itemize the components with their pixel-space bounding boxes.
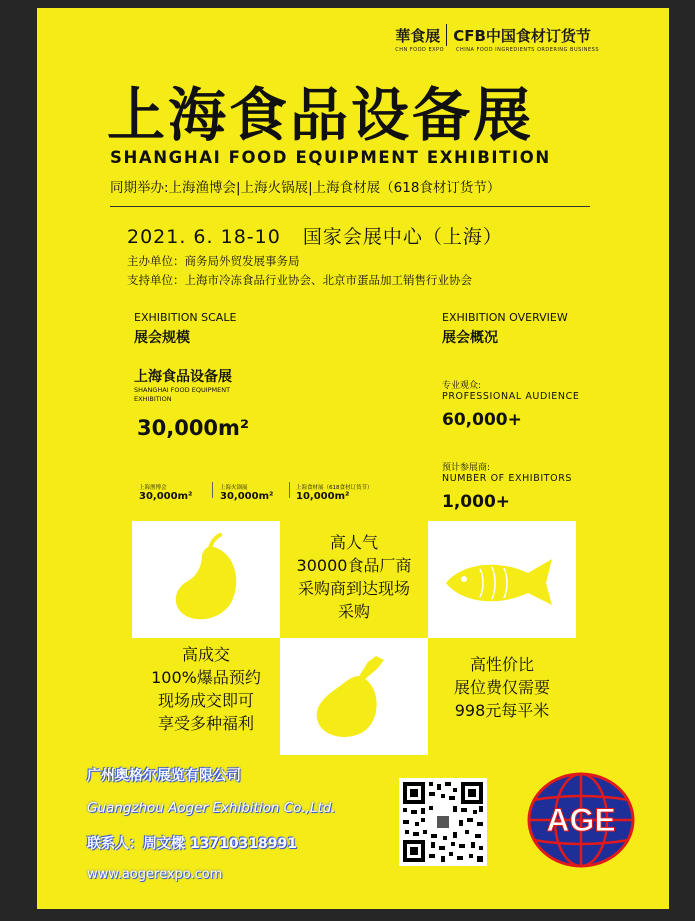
fish-tile bbox=[428, 521, 576, 638]
sub-scale-label: 上海火锅展 bbox=[220, 485, 248, 491]
company-name-cn: 广州奥格尔展览有限公司 bbox=[87, 768, 241, 784]
sub-scale-divider bbox=[212, 482, 213, 498]
scale-feature-en: SHANGHAI FOOD EQUIPMENT EXHIBITION bbox=[134, 386, 231, 403]
supporter: 支持单位：上海市冷冻食品行业协会、北京市蛋品加工销售行业协会 bbox=[127, 273, 472, 287]
age-logo bbox=[525, 770, 637, 870]
value-line: 高性价比 bbox=[469, 655, 534, 674]
scale-feature-title: 上海食品设备展 bbox=[134, 369, 232, 385]
sub-scale-value: 10,000m² bbox=[296, 491, 350, 502]
exhibitors-number: 1,000+ bbox=[442, 492, 511, 512]
poster bbox=[37, 8, 669, 909]
overview-heading-en: EXHIBITION OVERVIEW bbox=[442, 311, 568, 324]
scale-heading-en: EXHIBITION SCALE bbox=[134, 311, 237, 324]
divider-line bbox=[110, 206, 590, 207]
contact-info: 联系人：周文樑 13710318991 bbox=[87, 836, 298, 852]
header-logos bbox=[395, 24, 599, 53]
date-venue bbox=[127, 222, 503, 249]
chn-food-expo-logo: 華食展 bbox=[395, 26, 441, 45]
popularity-tile bbox=[280, 521, 428, 638]
cfb-logo: CFB中国食材订货节 bbox=[453, 26, 591, 45]
food-bag-icon bbox=[280, 638, 428, 755]
sub-scale-value: 30,000m² bbox=[220, 491, 274, 502]
value-line: 998元每平米 bbox=[454, 701, 550, 720]
value-line: 展位费仅需要 bbox=[453, 678, 550, 697]
scale-area: 30,000m² bbox=[137, 416, 250, 440]
organizer: 主办单位：商务局外贸发展事务局 bbox=[127, 254, 300, 268]
food-bag-tile bbox=[280, 638, 428, 755]
fish-icon bbox=[428, 521, 576, 638]
audience-label-en: PROFESSIONAL AUDIENCE bbox=[442, 391, 580, 402]
popularity-line: 采购 bbox=[337, 602, 370, 621]
audience-label-cn: 专业观众: bbox=[442, 381, 482, 391]
popularity-line: 采购商到达现场 bbox=[297, 579, 410, 598]
sub-scale-value: 30,000m² bbox=[139, 491, 193, 502]
popularity-line: 30000食品厂商 bbox=[296, 556, 412, 575]
website-link[interactable]: www.aogerexpo.com bbox=[87, 867, 223, 882]
company-name-en: Guangzhou Aoger Exhibition Co.,Ltd. bbox=[87, 800, 336, 816]
exhibitors-label-cn: 预计参展商: bbox=[442, 463, 491, 473]
chn-food-expo-subtitle: CHN FOOD EXPO bbox=[395, 47, 445, 53]
deals-line: 100%爆品预约 bbox=[151, 668, 261, 687]
qr-code-icon bbox=[399, 778, 487, 866]
overview-heading-cn: 展会概况 bbox=[442, 330, 498, 346]
event-venue: 国家会展中心（上海） bbox=[302, 226, 503, 248]
age-logo-text: AGE bbox=[546, 802, 616, 838]
sub-scale-label: 上海渔博会 bbox=[139, 485, 167, 491]
main-title: 上海食品设备展 bbox=[107, 81, 535, 149]
scale-heading-cn: 展会规模 bbox=[134, 330, 190, 346]
deals-line: 现场成交即可 bbox=[157, 691, 254, 710]
deals-line: 高成交 bbox=[181, 645, 230, 664]
cfb-subtitle: CHINA FOOD INGREDIENTS ORDERING BUSINESS bbox=[456, 47, 599, 53]
deals-line: 享受多种福利 bbox=[157, 714, 254, 733]
event-date: 2021. 6. 18-10 bbox=[127, 226, 281, 248]
mango-tile bbox=[132, 521, 280, 638]
value-tile bbox=[428, 638, 576, 755]
mango-icon bbox=[132, 521, 280, 638]
logo-divider bbox=[446, 24, 447, 46]
deals-tile bbox=[132, 638, 280, 755]
sub-scale-label: 上海食材展（618食材订货节） bbox=[296, 485, 373, 491]
audience-number: 60,000+ bbox=[442, 410, 522, 430]
popularity-line: 高人气 bbox=[329, 533, 378, 552]
english-title: SHANGHAI FOOD EQUIPMENT EXHIBITION bbox=[110, 148, 551, 167]
concurrent-events: 同期举办:上海渔博会|上海火锅展|上海食材展（618食材订货节） bbox=[110, 180, 501, 196]
sub-scale-divider bbox=[289, 482, 290, 498]
exhibitors-label-en: NUMBER OF EXHIBITORS bbox=[442, 473, 573, 484]
